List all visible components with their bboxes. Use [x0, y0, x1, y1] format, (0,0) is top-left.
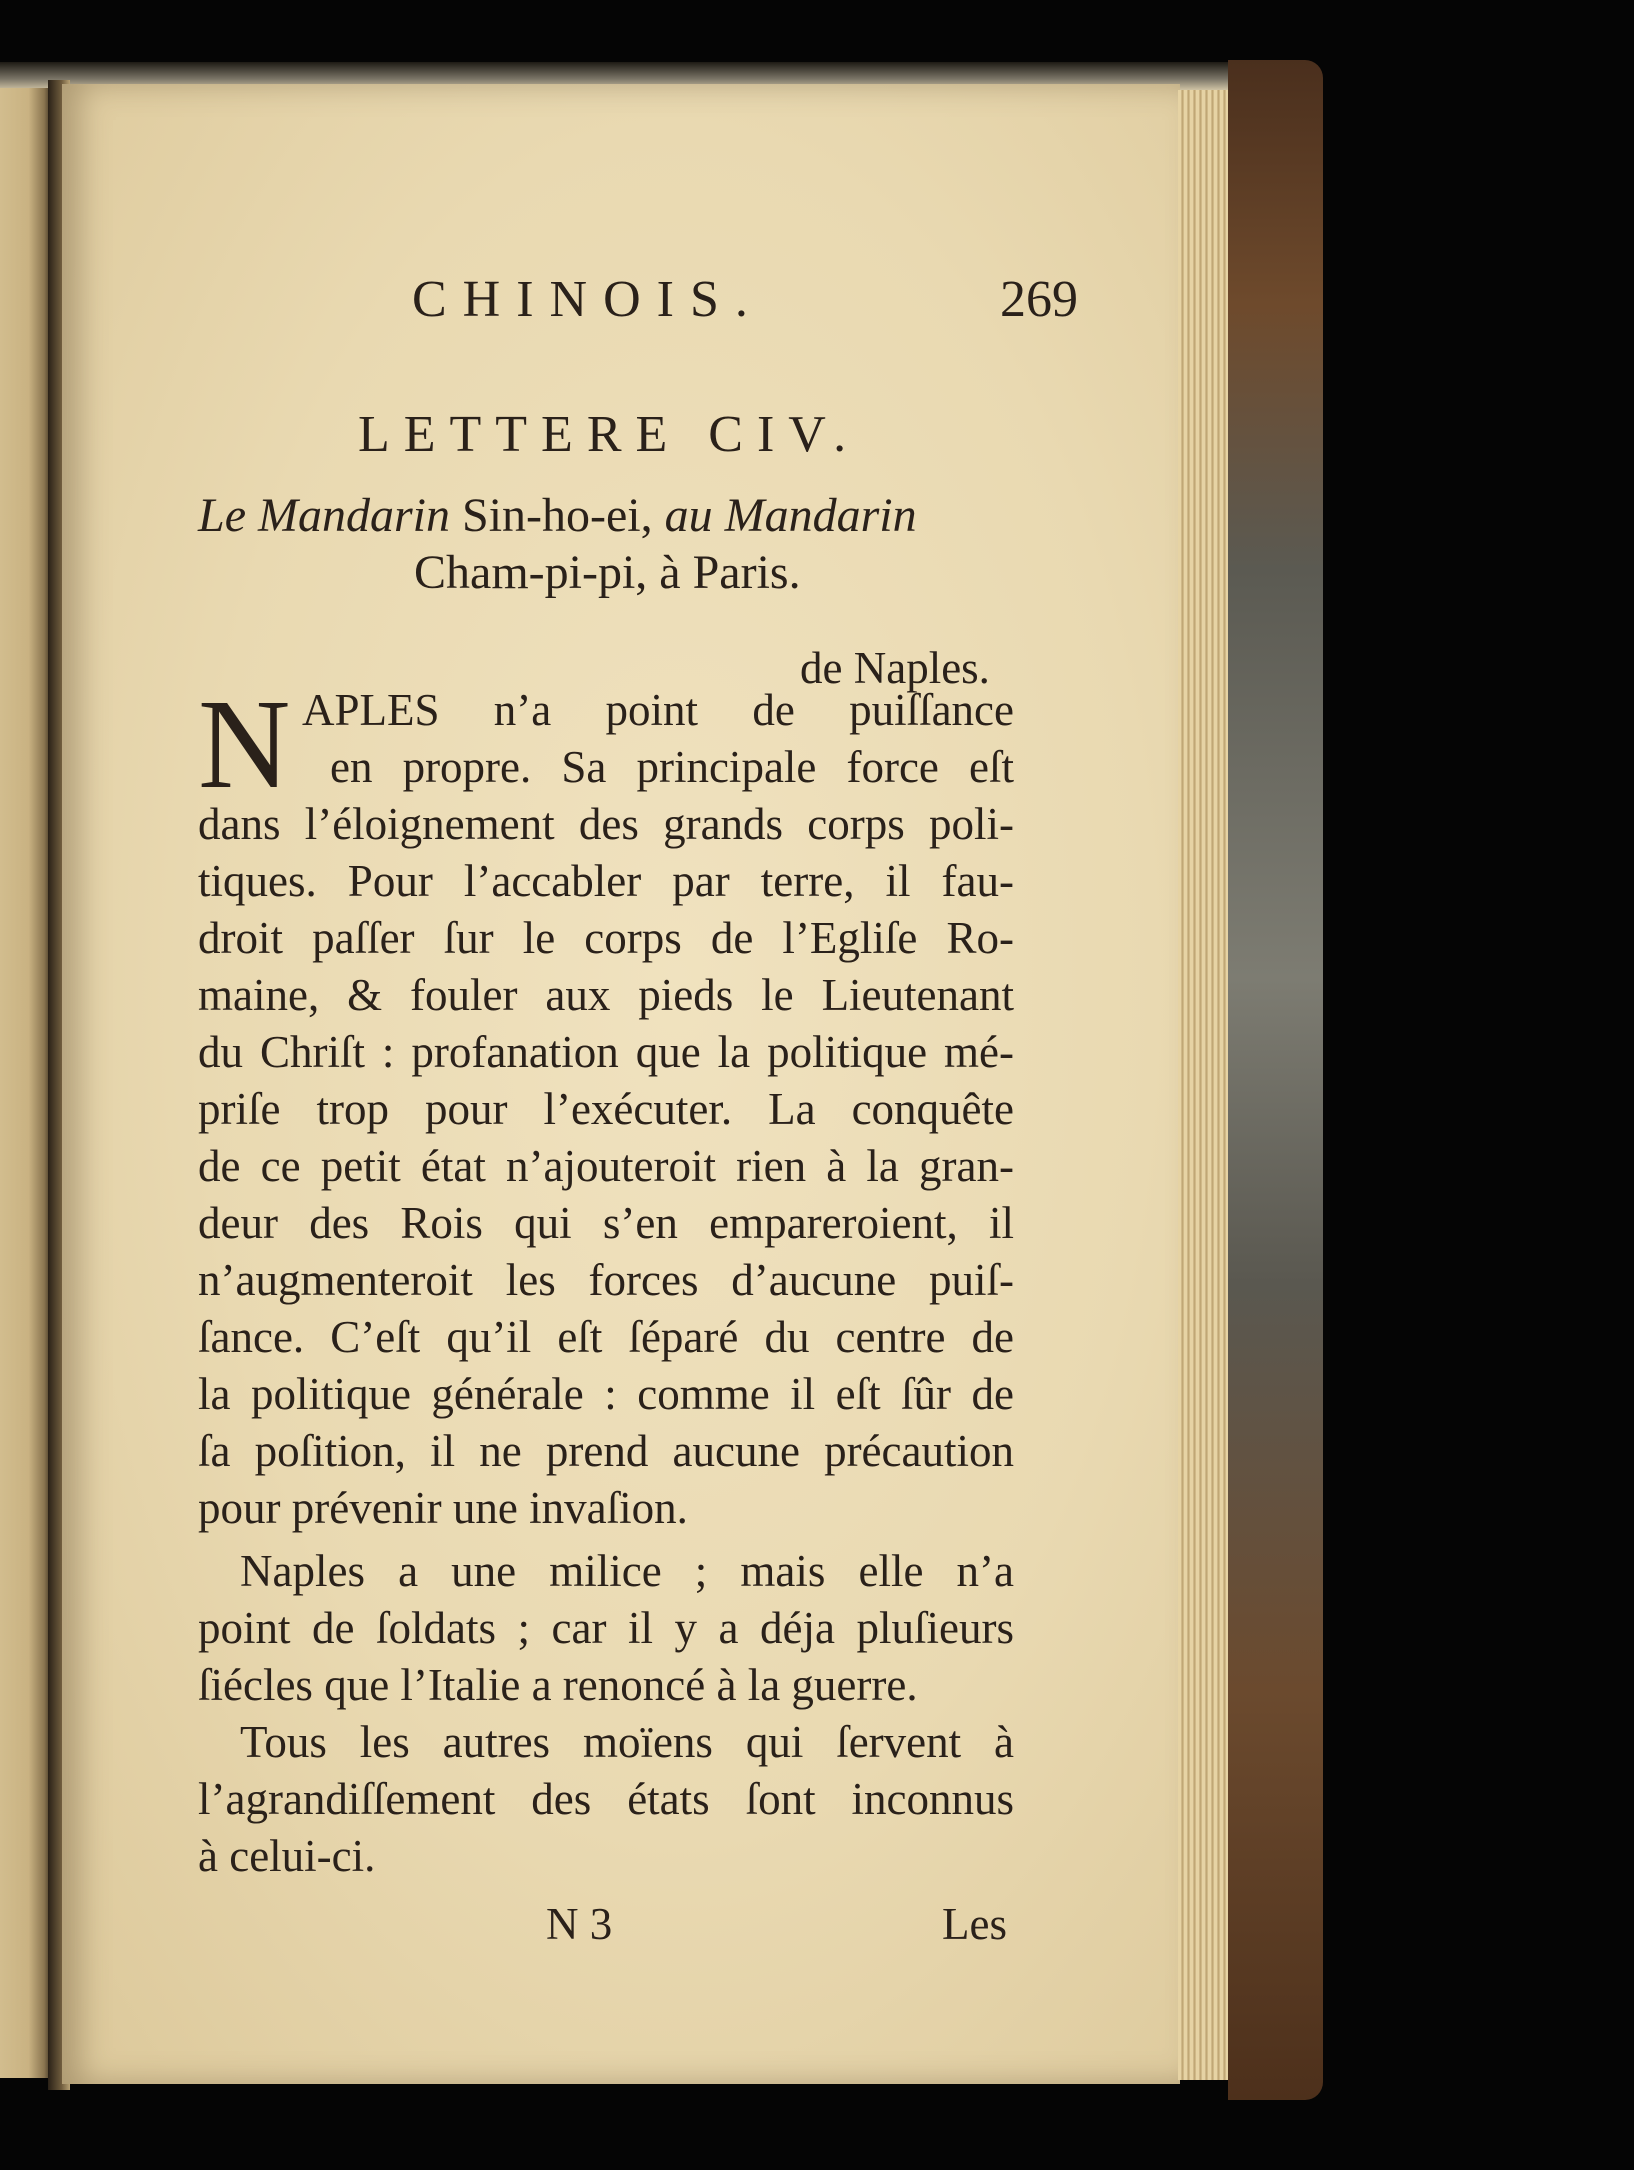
body-line: maine, & fouler aux pieds le Lieutenant [198, 970, 1014, 1020]
body-line: tiques. Pour l’accabler par terre, il fau- [198, 856, 1014, 906]
body-line: dans l’éloignement des grands corps poli- [198, 799, 1014, 849]
running-head: CHINOIS. [412, 271, 764, 328]
body-line: Naples a une milice ; mais elle n’a [240, 1546, 1014, 1596]
previous-page-edge [0, 88, 52, 2078]
body-line: ſance. C’eſt qu’il eſt ſéparé du centre de [198, 1312, 1014, 1362]
body-line: pour prévenir une invaſion. [198, 1483, 688, 1533]
leather-cover [1228, 60, 1323, 2100]
signature-mark: N 3 [546, 1899, 613, 1949]
body-line: priſe trop pour l’exécuter. La conquête [198, 1084, 1014, 1134]
body-line: en propre. Sa principale force eſt [330, 742, 1014, 792]
body-line: droit paſſer ſur le corps de l’Egliſe Ro- [198, 913, 1014, 963]
letter-title: LETTERE CIV. [358, 406, 861, 463]
body-line: la politique générale : comme il eſt ſûr de [198, 1369, 1014, 1419]
body-line: APLES n’a point de puiſſance [302, 685, 1014, 735]
salutation-line-2: Cham-pi-pi, à Paris. [414, 546, 801, 599]
body-line: Tous les autres moïens qui ſervent à [240, 1717, 1014, 1767]
body-line: n’augmenteroit les forces d’aucune puiſ- [198, 1255, 1014, 1305]
page-number: 269 [1000, 271, 1078, 328]
page-fore-edge [1178, 90, 1230, 2080]
recipient-label: au Mandarin [664, 489, 917, 542]
body-line: du Chriſt : profanation que la politique mé- [198, 1027, 1014, 1077]
body-line: ſa poſition, il ne prend aucune précaution [198, 1426, 1014, 1476]
letter-place: de Naples. [800, 643, 990, 693]
body-line: ſiécles que l’Italie a renoncé à la guerre. [198, 1660, 918, 1710]
catchword: Les [942, 1899, 1007, 1949]
sender-label: Le Mandarin [198, 489, 450, 542]
drop-cap: N [198, 673, 291, 815]
body-line: point de ſoldats ; car il y a déja pluſieurs [198, 1603, 1014, 1653]
sender-name: Sin-ho-ei, [450, 489, 665, 542]
salutation-line-1 [198, 488, 917, 543]
body-line: l’agrandiſſement des états ſont inconnus [198, 1774, 1014, 1824]
body-line: à celui-ci. [198, 1831, 376, 1881]
body-line: de ce petit état n’ajouteroit rien à la gran- [198, 1141, 1014, 1191]
body-line: deur des Rois qui s’en empareroient, il [198, 1198, 1014, 1248]
